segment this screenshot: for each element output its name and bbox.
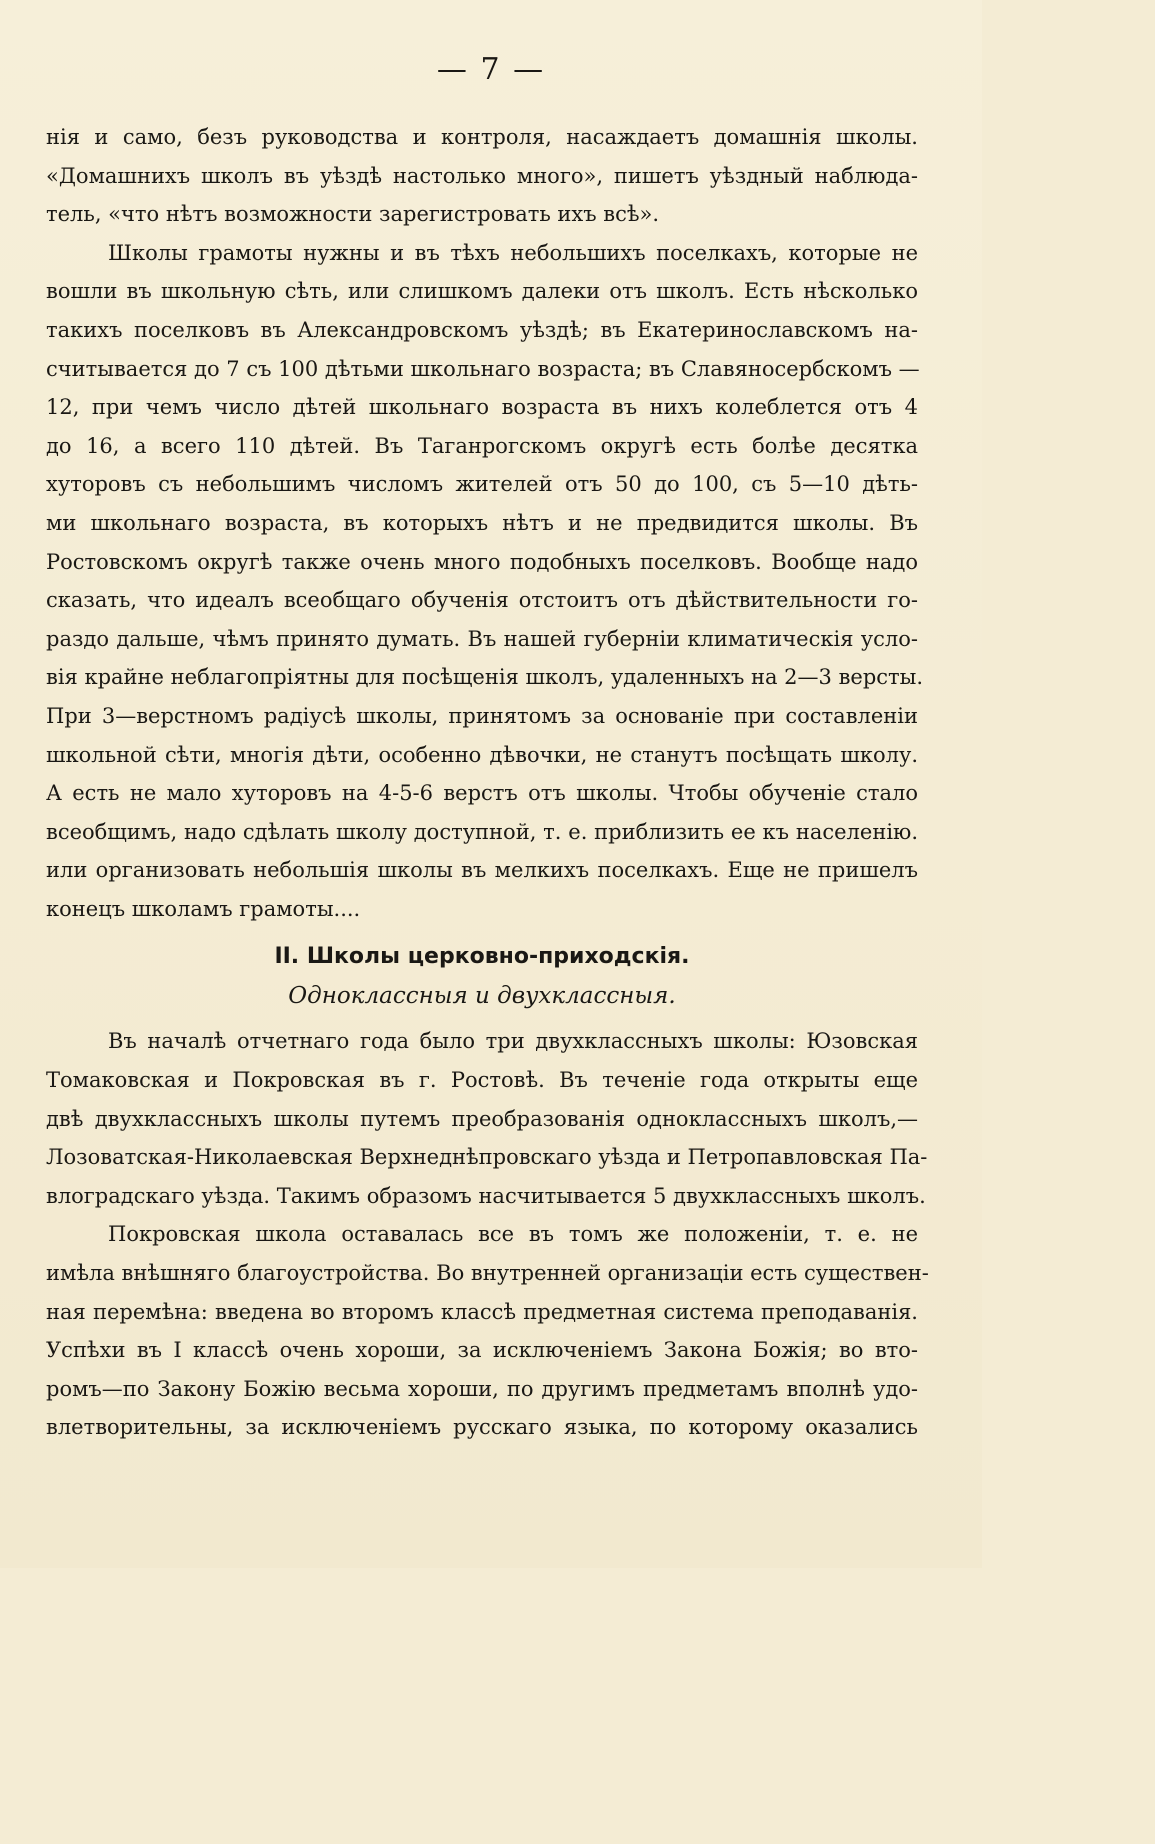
paragraph [46, 1022, 928, 1215]
text-line: А есть не мало хуторовъ на 4-5-6 верстъ отъ школы. Чтобы обученіе стало [46, 781, 918, 806]
page-number: — 7 — [436, 52, 546, 87]
text-line: считывается до 7 съ 100 дѣтьми школьнаго возраста; въ Славяносербскомъ — [46, 356, 920, 381]
text-line: Томаковская и Покровская въ г. Ростовѣ. Въ теченіе года открыты еще [46, 1068, 918, 1093]
text-line: сказать, что идеалъ всеобщаго обученія отстоитъ отъ дѣйствительности го- [46, 588, 918, 613]
text-line: тель, «что нѣтъ возможности зарегистровать ихъ всѣ». [46, 202, 660, 227]
section-subheading: Одноклассныя и двухклассныя. [288, 983, 676, 1010]
text-line: 12, при чемъ число дѣтей школьнаго возраста въ нихъ колеблется отъ 4 [46, 395, 918, 420]
text-line: При 3—верстномъ радіусѣ школы, принятомъ за основаніе при составленіи [46, 703, 918, 728]
text-line: Лозоватская-Николаевская Верхнеднѣпровскаго уѣзда и Петропавловская Па- [46, 1145, 928, 1170]
text-line: Ростовскомъ округѣ также очень много подобныхъ поселковъ. Вообще надо [46, 549, 918, 574]
text-line: хуторовъ съ небольшимъ числомъ жителей отъ 50 до 100, съ 5—10 дѣть- [46, 472, 918, 497]
text-line: Школы грамоты нужны и въ тѣхъ небольшихъ поселкахъ, которые не [108, 240, 918, 265]
text-line: всеобщимъ, надо сдѣлать школу доступной, т. е. приблизить ее къ населенію. [46, 819, 918, 844]
body-text [46, 118, 929, 1447]
text-line: двѣ двухклассныхъ школы путемъ преобразованія одноклассныхъ школъ,— [46, 1106, 918, 1131]
text-line: ромъ—по Закону Божію весьма хороши, по другимъ предметамъ вполнѣ удо- [46, 1376, 918, 1401]
text-line: влоградскаго уѣзда. Такимъ образомъ насчитывается 5 двухклассныхъ школъ. [46, 1183, 926, 1208]
paragraph [46, 1215, 929, 1447]
text-line: раздо дальше, чѣмъ принято думать. Въ нашей губерніи климатическія усло- [46, 626, 918, 651]
text-line: до 16, а всего 110 дѣтей. Въ Таганрогскомъ округѣ есть болѣе десятка [46, 433, 918, 458]
text-line: или организовать небольшія школы въ мелкихъ поселкахъ. Еще не пришелъ [46, 858, 918, 883]
text-line: Покровская школа оставалась все въ томъ же положеніи, т. е. не [108, 1222, 918, 1247]
text-line: Въ началѣ отчетнаго года было три двухклассныхъ школы: Юзовская [108, 1029, 918, 1054]
text-line: имѣла внѣшняго благоустройства. Во внутренней организаціи есть существен- [46, 1261, 929, 1286]
paragraph [46, 234, 924, 929]
section-heading: II. Школы церковно-приходскія. [274, 944, 690, 970]
text-line: конецъ школамъ грамоты.... [46, 896, 361, 921]
text-line: ная перемѣна: введена во второмъ классѣ предметная система преподаванія. [46, 1299, 918, 1324]
text-line: ми школьнаго возраста, въ которыхъ нѣтъ и не предвидится школы. Въ [46, 510, 918, 535]
paragraph [46, 118, 918, 234]
text-line: вія крайне неблагопріятны для посѣщенія школъ, удаленныхъ на 2—3 версты. [46, 665, 924, 690]
text-line: Успѣхи въ I классѣ очень хороши, за исключеніемъ Закона Божія; во вто- [46, 1338, 918, 1363]
text-line: влетворительны, за исключеніемъ русскаго языка, по которому оказались [46, 1415, 918, 1440]
text-line: школьной сѣти, многія дѣти, особенно дѣвочки, не станутъ посѣщать школу. [46, 742, 918, 767]
text-line: такихъ поселковъ въ Александровскомъ уѣздѣ; въ Екатеринославскомъ на- [46, 317, 918, 342]
text-line: «Домашнихъ школъ въ уѣздѣ настолько много», пишетъ уѣздный наблюда- [46, 163, 918, 188]
text-line: нія и само, безъ руководства и контроля, насаждаетъ домашнія школы. [46, 125, 918, 149]
text-line: вошли въ школьную сѣть, или слишкомъ далеки отъ школъ. Есть нѣсколько [46, 279, 918, 304]
